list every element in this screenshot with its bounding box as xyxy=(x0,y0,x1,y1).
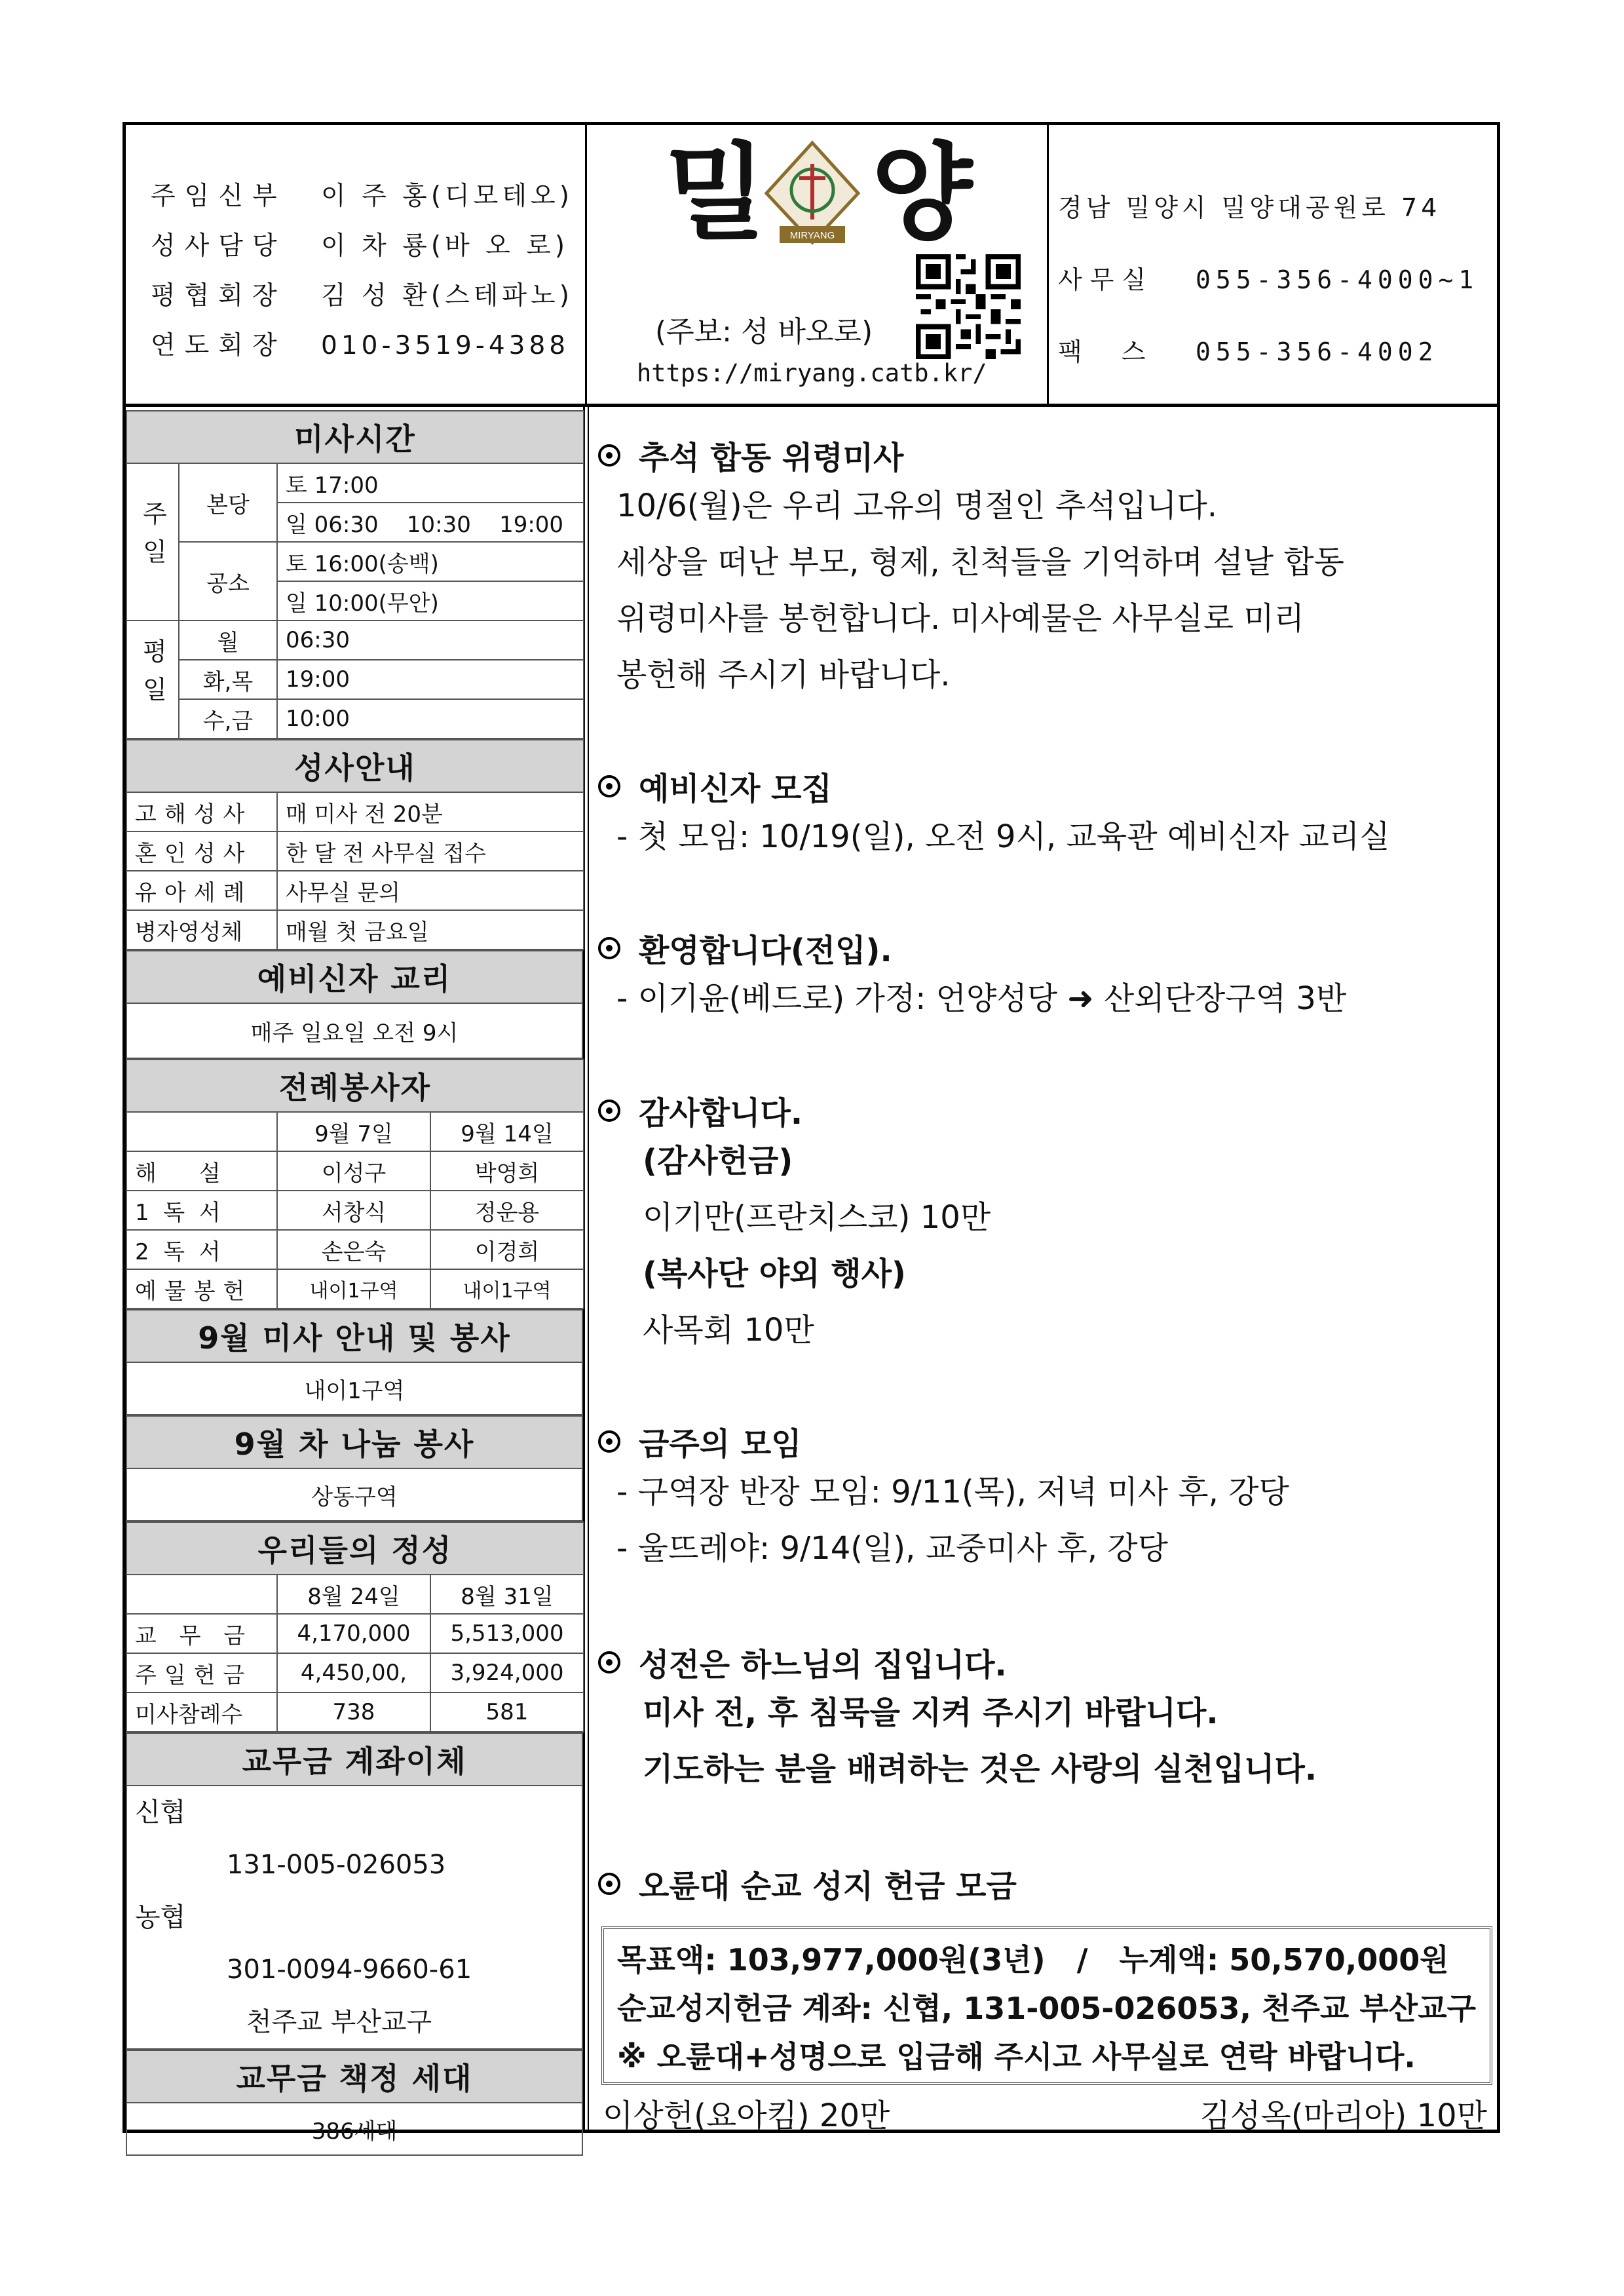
mission-sun-time: 일 10:00(무안) xyxy=(277,581,584,621)
sacrament-name: 유아세례 xyxy=(126,871,277,910)
sunday-label-text: 주일 xyxy=(138,501,167,577)
logo-text: MIRYANG xyxy=(789,230,835,241)
left-column xyxy=(126,410,583,2156)
staff-role: 연도회장 xyxy=(151,331,286,360)
shrine-instruction-line: ※ 오륜대+성명으로 입금해 주시고 사무실로 연락 바랍니다. xyxy=(617,2039,1416,2075)
main-church-label: 본당 xyxy=(179,463,277,542)
weekday-time: 06:30 xyxy=(277,621,584,660)
staff-row xyxy=(151,172,573,221)
notice-line: - 울뜨레야: 9/14(일), 교중미사 후, 강당 xyxy=(616,1530,1168,1567)
notice-chuseok xyxy=(593,432,1344,703)
notice-title xyxy=(593,1861,1017,1906)
mass-times-table xyxy=(126,410,584,739)
sept-service-text: 내이1구역 xyxy=(126,1362,582,1415)
notice-subheading: (감사헌금) xyxy=(643,1143,793,1179)
notice-catechumen xyxy=(593,763,1390,865)
mass-times-title: 미사시간 xyxy=(126,411,584,463)
liturgy-role: 1 독 서 xyxy=(126,1191,277,1230)
tea-service-table xyxy=(126,1415,583,1521)
bullet-icon xyxy=(598,1651,620,1674)
offerings-date: 8월 24일 xyxy=(277,1575,430,1614)
offering-type: 주일헌금 xyxy=(126,1653,277,1693)
offering-amount: 3,924,000 xyxy=(430,1653,584,1693)
sacrament-info: 매 미사 전 20분 xyxy=(277,792,584,832)
tea-service-text: 상동구역 xyxy=(126,1468,582,1521)
notice-line: - 이기윤(베드로) 가정: 언양성당 ➜ 산외단장구역 3반 xyxy=(616,980,1347,1017)
account-number: 301-0094-9660-61 xyxy=(227,1955,472,1985)
households-count: 386세대 xyxy=(126,2103,582,2155)
address-row xyxy=(1058,172,1479,244)
notice-title xyxy=(593,1639,1317,1685)
notice-title-text: 감사합니다. xyxy=(639,1095,803,1132)
liturgy-person: 이성구 xyxy=(277,1151,430,1191)
liturgy-person: 내이1구역 xyxy=(430,1269,584,1309)
qr-code-icon xyxy=(916,254,1021,359)
notice-line: 봉헌해 주시기 바랍니다. xyxy=(616,657,951,693)
staff-name: 이 차 룡(바 오 로) xyxy=(321,231,569,261)
offering-type: 미사참례수 xyxy=(126,1693,277,1732)
notice-title-text: 금주의 모임 xyxy=(639,1426,802,1463)
liturgy-person: 이경희 xyxy=(430,1230,584,1269)
notice-line: - 구역장 반장 모임: 9/11(목), 저녁 미사 후, 강당 xyxy=(616,1474,1289,1510)
weekday-day: 월 xyxy=(179,621,277,660)
sacraments-table xyxy=(126,739,584,950)
office-label: 사무실 xyxy=(1058,265,1154,294)
notice-title xyxy=(593,432,1344,478)
notice-thanks xyxy=(593,1088,991,1358)
notice-title xyxy=(593,925,1346,970)
weekday-time: 10:00 xyxy=(277,699,584,738)
sacrament-info: 한 달 전 사무실 접수 xyxy=(277,832,584,871)
notice-title-text: 예비신자 모집 xyxy=(639,771,832,807)
sept-service-title: 9월 미사 안내 및 봉사 xyxy=(126,1310,582,1362)
households-table xyxy=(126,2050,583,2156)
liturgy-blank xyxy=(126,1112,277,1151)
sacrament-name: 병자영성체 xyxy=(126,910,277,949)
notice-title xyxy=(593,1088,991,1133)
sacrament-info: 매월 첫 금요일 xyxy=(277,910,584,949)
notice-body xyxy=(593,1464,1289,1577)
liturgy-role: 예물봉헌 xyxy=(126,1269,277,1309)
weekday-label-text: 평일 xyxy=(138,638,167,714)
title-char-yang: 양 xyxy=(871,132,973,254)
sacrament-info: 사무실 문의 xyxy=(277,871,584,910)
notice-shrine xyxy=(593,1861,1017,1906)
liturgy-person: 손은숙 xyxy=(277,1230,430,1269)
weekday-day: 수,금 xyxy=(179,699,277,738)
fax-number: 055-356-4002 xyxy=(1196,337,1439,366)
account-title: 교무금 계좌이체 xyxy=(126,1733,582,1786)
catechumen-title: 예비신자 교리 xyxy=(126,951,582,1003)
sacrament-name: 고해성사 xyxy=(126,792,277,832)
notice-line: 사목회 10만 xyxy=(643,1312,814,1349)
donor-entry: 김성옥(마리아) 10만 xyxy=(1199,2097,1487,2134)
staff-role: 주임신부 xyxy=(151,182,286,211)
notice-body xyxy=(593,1133,991,1358)
fax-label: 팩 스 xyxy=(1058,337,1154,366)
notice-line: 미사 전, 후 침묵을 지켜 주시기 바랍니다. xyxy=(643,1694,1218,1731)
title-char-mil: 밀 xyxy=(665,132,766,254)
bullet-icon xyxy=(598,937,620,959)
offering-amount: 5,513,000 xyxy=(430,1614,584,1653)
contact-info xyxy=(1058,172,1479,388)
staff-list xyxy=(151,172,573,371)
notice-title-text: 성전은 하느님의 집입니다. xyxy=(639,1647,1007,1683)
donor-entry: 이상헌(요아킴) 20만 xyxy=(603,2097,890,2134)
bank-name: 농협 xyxy=(135,1902,186,1932)
bank-name: 신협 xyxy=(135,1797,186,1827)
offerings-date: 8월 31일 xyxy=(430,1575,584,1614)
notice-line: 기도하는 분을 배려하는 것은 사랑의 실천입니다. xyxy=(643,1751,1317,1788)
notice-subheading: (복사단 야외 행사) xyxy=(643,1255,906,1292)
notice-meetings xyxy=(593,1419,1289,1577)
shrine-donors xyxy=(603,2090,1487,2135)
sacrament-name: 혼인성사 xyxy=(126,832,277,871)
parish-logo-icon xyxy=(760,138,865,256)
header-divider-2 xyxy=(1047,125,1049,406)
notice-body xyxy=(593,1685,1317,1797)
weekday-time: 19:00 xyxy=(277,660,584,699)
notice-line: 위령미사를 봉헌합니다. 미사예물은 사무실로 미리 xyxy=(616,600,1305,637)
notice-title xyxy=(593,763,1390,809)
notice-line: 세상을 떠난 부모, 형제, 친척들을 기억하며 설날 합동 xyxy=(616,544,1345,581)
bullet-icon xyxy=(598,1100,620,1122)
staff-name: 김 성 환(스테파노) xyxy=(321,281,573,311)
notice-silence xyxy=(593,1639,1317,1797)
notice-body xyxy=(593,478,1344,703)
fax-row xyxy=(1058,316,1479,388)
offerings-table xyxy=(126,1521,584,1732)
offering-amount: 4,450,00, xyxy=(277,1653,430,1693)
sept-service-table xyxy=(126,1309,583,1415)
liturgy-person: 내이1구역 xyxy=(277,1269,430,1309)
liturgy-role: 해 설 xyxy=(126,1151,277,1191)
notice-title-text: 오륜대 순교 성지 헌금 모금 xyxy=(639,1868,1017,1905)
column-divider-2 xyxy=(588,407,589,2130)
address: 경남 밀양시 밀양대공원로 74 xyxy=(1058,193,1441,222)
liturgy-person: 서창식 xyxy=(277,1191,430,1230)
offerings-title: 우리들의 정성 xyxy=(126,1522,584,1575)
bullet-icon xyxy=(598,775,620,797)
notice-title-text: 환영합니다(전입). xyxy=(639,932,892,969)
households-title: 교무금 책정 세대 xyxy=(126,2050,582,2103)
offering-type: 교 무 금 xyxy=(126,1614,277,1653)
catechumen-table xyxy=(126,950,583,1059)
liturgy-table xyxy=(126,1059,584,1309)
sunday-label xyxy=(126,463,179,621)
account-number: 131-005-026053 xyxy=(227,1850,446,1880)
staff-row xyxy=(151,271,573,321)
offerings-blank xyxy=(126,1575,277,1614)
weekday-label xyxy=(126,621,179,738)
shrine-target-line: 목표액: 103,977,000원(3년) / 누계액: 50,570,000원 xyxy=(617,1942,1449,1978)
offering-amount: 4,170,000 xyxy=(277,1614,430,1653)
offering-amount: 581 xyxy=(430,1693,584,1732)
liturgy-person: 정운용 xyxy=(430,1191,584,1230)
notice-welcome xyxy=(593,925,1346,1027)
account-holder: 천주교 부산교구 xyxy=(246,2007,432,2037)
account-table xyxy=(126,1732,583,2050)
parish-url[interactable]: https://miryang.catb.kr/ xyxy=(637,359,987,387)
staff-name: 이 주 홍(디모테오) xyxy=(321,182,573,211)
catechumen-schedule: 매주 일요일 오전 9시 xyxy=(126,1003,582,1058)
liturgy-title: 전례봉사자 xyxy=(126,1060,584,1112)
shrine-account-line: 순교성지헌금 계좌: 신협, 131-005-026053, 천주교 부산교구 xyxy=(617,1991,1477,2026)
staff-row xyxy=(151,321,573,371)
notice-line: 이기만(프란치스코) 10만 xyxy=(643,1199,991,1236)
staff-role: 평협회장 xyxy=(151,281,286,311)
liturgy-role: 2 독 서 xyxy=(126,1230,277,1269)
bulletin-subtitle: (주보: 성 바오로) xyxy=(655,315,873,349)
liturgy-date: 9월 14일 xyxy=(430,1112,584,1151)
bullet-icon xyxy=(598,444,620,467)
mission-sat-time: 토 16:00(송백) xyxy=(277,542,584,581)
mission-label: 공소 xyxy=(179,542,277,621)
liturgy-person: 박영희 xyxy=(430,1151,584,1191)
tea-service-title: 9월 차 나눔 봉사 xyxy=(126,1416,582,1468)
notice-title xyxy=(593,1419,1289,1464)
liturgy-date: 9월 7일 xyxy=(277,1112,430,1151)
weekday-day: 화,목 xyxy=(179,660,277,699)
bullet-icon xyxy=(598,1430,620,1453)
notice-title-text: 추석 합동 위령미사 xyxy=(639,440,904,476)
header-bottom-line xyxy=(126,404,1497,407)
notice-line: - 첫 모임: 10/19(일), 오전 9시, 교육관 예비신자 교리실 xyxy=(616,818,1390,855)
office-row xyxy=(1058,244,1479,316)
staff-phone: 010-3519-4388 xyxy=(321,331,570,360)
staff-role: 성사담당 xyxy=(151,231,286,261)
main-sat-time: 토 17:00 xyxy=(277,463,584,503)
main-sun-time: 일 06:30 10:30 19:00 xyxy=(277,503,584,542)
offering-amount: 738 xyxy=(277,1693,430,1732)
office-phone: 055-356-4000~1 xyxy=(1196,265,1479,294)
account-details xyxy=(126,1786,582,2049)
sacraments-title: 성사안내 xyxy=(126,740,584,792)
shrine-donation-box xyxy=(601,1926,1492,2085)
staff-row xyxy=(151,221,573,271)
header-divider-1 xyxy=(585,125,587,406)
bullet-icon xyxy=(598,1873,620,1895)
notice-line: 10/6(월)은 우리 고유의 명절인 추석입니다. xyxy=(616,488,1218,524)
